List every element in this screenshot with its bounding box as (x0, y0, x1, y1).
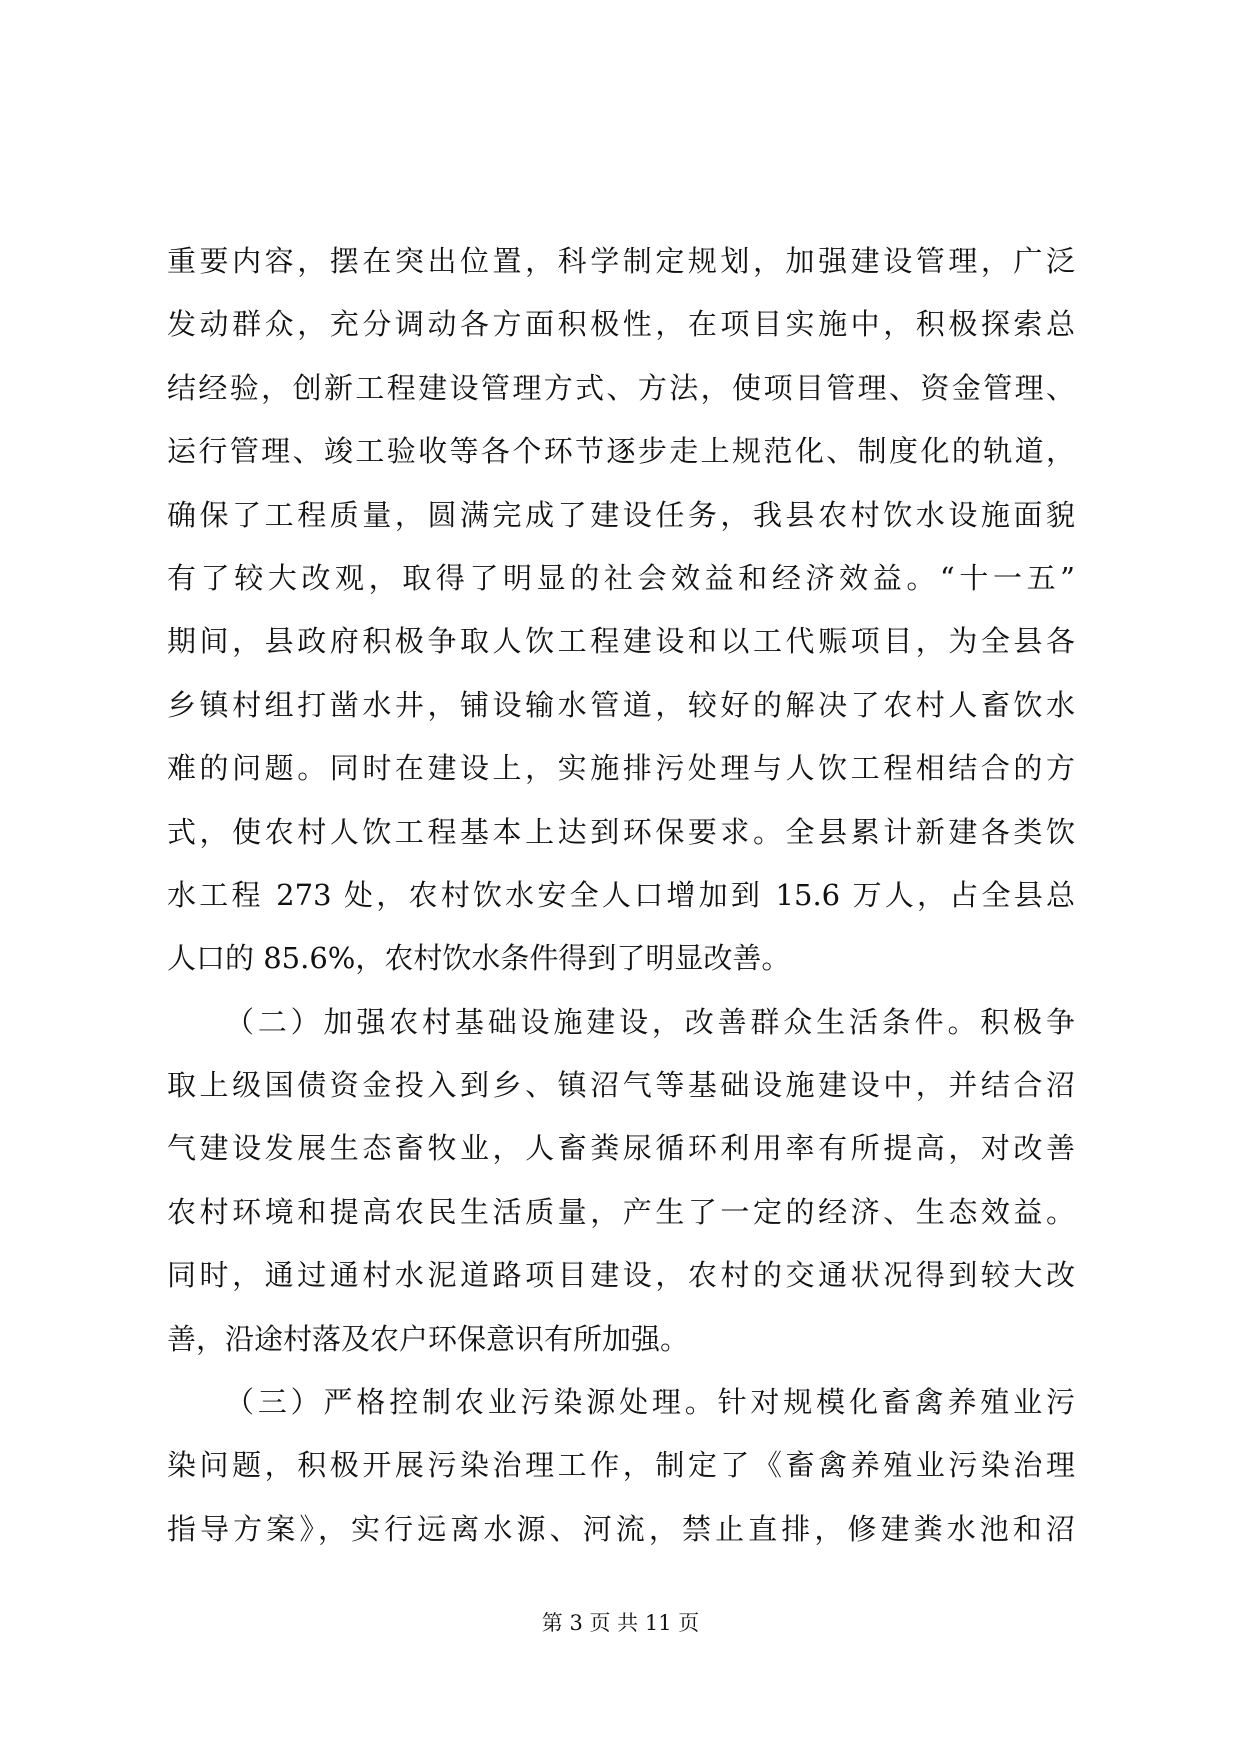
text-line: 气建设发展生态畜牧业，人畜粪尿循环利用率有所提高，对改善 (167, 1131, 1075, 1166)
page-number-footer: 第 3 页 共 11 页 (541, 1611, 700, 1635)
text-line: 确保了工程质量，圆满完成了建设任务，我县农村饮水设施面貌 (167, 497, 1075, 532)
text-line: 难的问题。同时在建设上，实施排污处理与人饮工程相结合的方 (167, 751, 1075, 786)
text-line: 染问题，积极开展污染治理工作，制定了《畜禽养殖业污染治理 (167, 1448, 1075, 1483)
text-line: 重要内容，摆在突出位置，科学制定规划，加强建设管理，广泛 (167, 244, 1075, 278)
paragraph-heading-line: （二）加强农村基础设施建设，改善群众生活条件。积极争 (225, 1004, 1075, 1039)
text-line: 有了较大改观，取得了明显的社会效益和经济效益。“十一五” (167, 560, 1075, 595)
text-line: 同时，通过通村水泥道路项目建设，农村的交通状况得到较大改 (167, 1258, 1075, 1293)
text-line: 运行管理、竣工验收等各个环节逐步走上规范化、制度化的轨道， (167, 434, 1075, 469)
text-line: 乡镇村组打凿水井，铺设输水管道，较好的解决了农村人畜饮水 (167, 687, 1075, 722)
text-line: 发动群众，充分调动各方面积极性，在项目实施中，积极探索总 (167, 307, 1075, 342)
text-line: 农村环境和提高农民生活质量，产生了一定的经济、生态效益。 (167, 1194, 1075, 1229)
text-line: 人口的 85.6%，农村饮水条件得到了明显改善。 (167, 941, 791, 976)
paragraph-heading-line: （三）严格控制农业污染源处理。针对规模化畜禽养殖业污 (225, 1385, 1075, 1420)
document-body (167, 230, 1075, 1561)
text-line: 期间，县政府积极争取人饮工程建设和以工代赈项目，为全县各 (167, 624, 1075, 659)
text-line: 指导方案》，实行远离水源、河流，禁止直排，修建粪水池和沼 (167, 1511, 1075, 1546)
text-line: 善，沿途村落及农户环保意识有所加强。 (167, 1321, 690, 1356)
text-line: 水工程 273 处，农村饮水安全人口增加到 15.6 万人，占全县总 (167, 877, 1075, 912)
text-line: 式，使农村人饮工程基本上达到环保要求。全县累计新建各类饮 (167, 814, 1075, 849)
text-line: 取上级国债资金投入到乡、镇沼气等基础设施建设中，并结合沼 (167, 1068, 1075, 1103)
text-line: 结经验，创新工程建设管理方式、方法，使项目管理、资金管理、 (167, 370, 1075, 405)
